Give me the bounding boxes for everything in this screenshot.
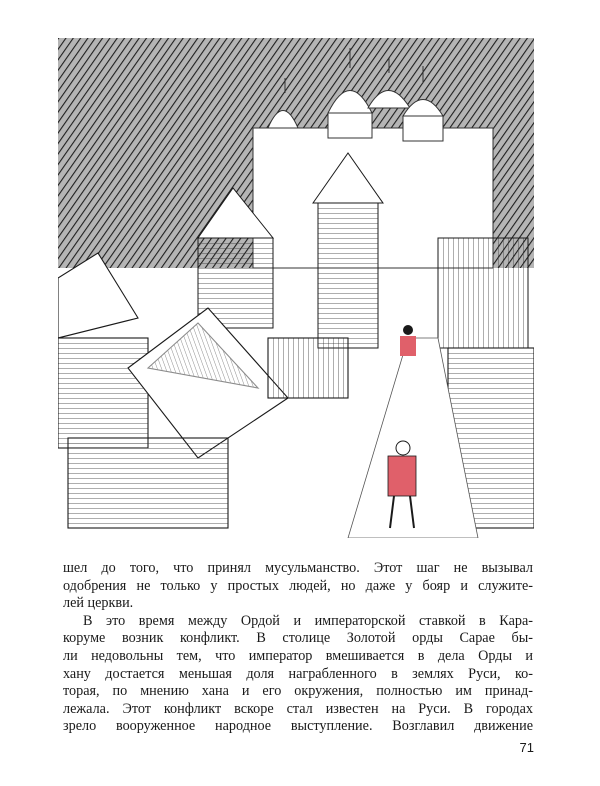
text-line: одобрения не только у простых людей, но даже у бояр и служите- (63, 577, 533, 594)
text-line: лей церкви. (63, 595, 134, 612)
text-line: коруме возник конфликт. В столице Золотой орды Сарае бы- (63, 630, 533, 647)
illustration-old-russian-town (58, 38, 534, 538)
text-line: торая, по мнению хана и его окружения, полностью им принад- (63, 683, 533, 700)
page-number: 71 (519, 740, 534, 755)
text-line: шел до того, что принял мусульманство. Этот шаг не вызывал (63, 560, 533, 576)
text-line: хану достается меньшая доля награбленного в землях Руси, ко- (63, 665, 533, 682)
text-line: ли недовольны тем, что император вмешивается в дела Орды и (63, 647, 533, 664)
text-line: зрело вооруженное народное выступление. Возглавил движение (63, 718, 533, 735)
text-line: В это время между Ордой и императорской ставкой в Кара- (83, 612, 533, 629)
text-line: лежала. Этот конфликт вскоре стал известен на Руси. В городах (63, 700, 533, 717)
body-text (63, 560, 533, 736)
